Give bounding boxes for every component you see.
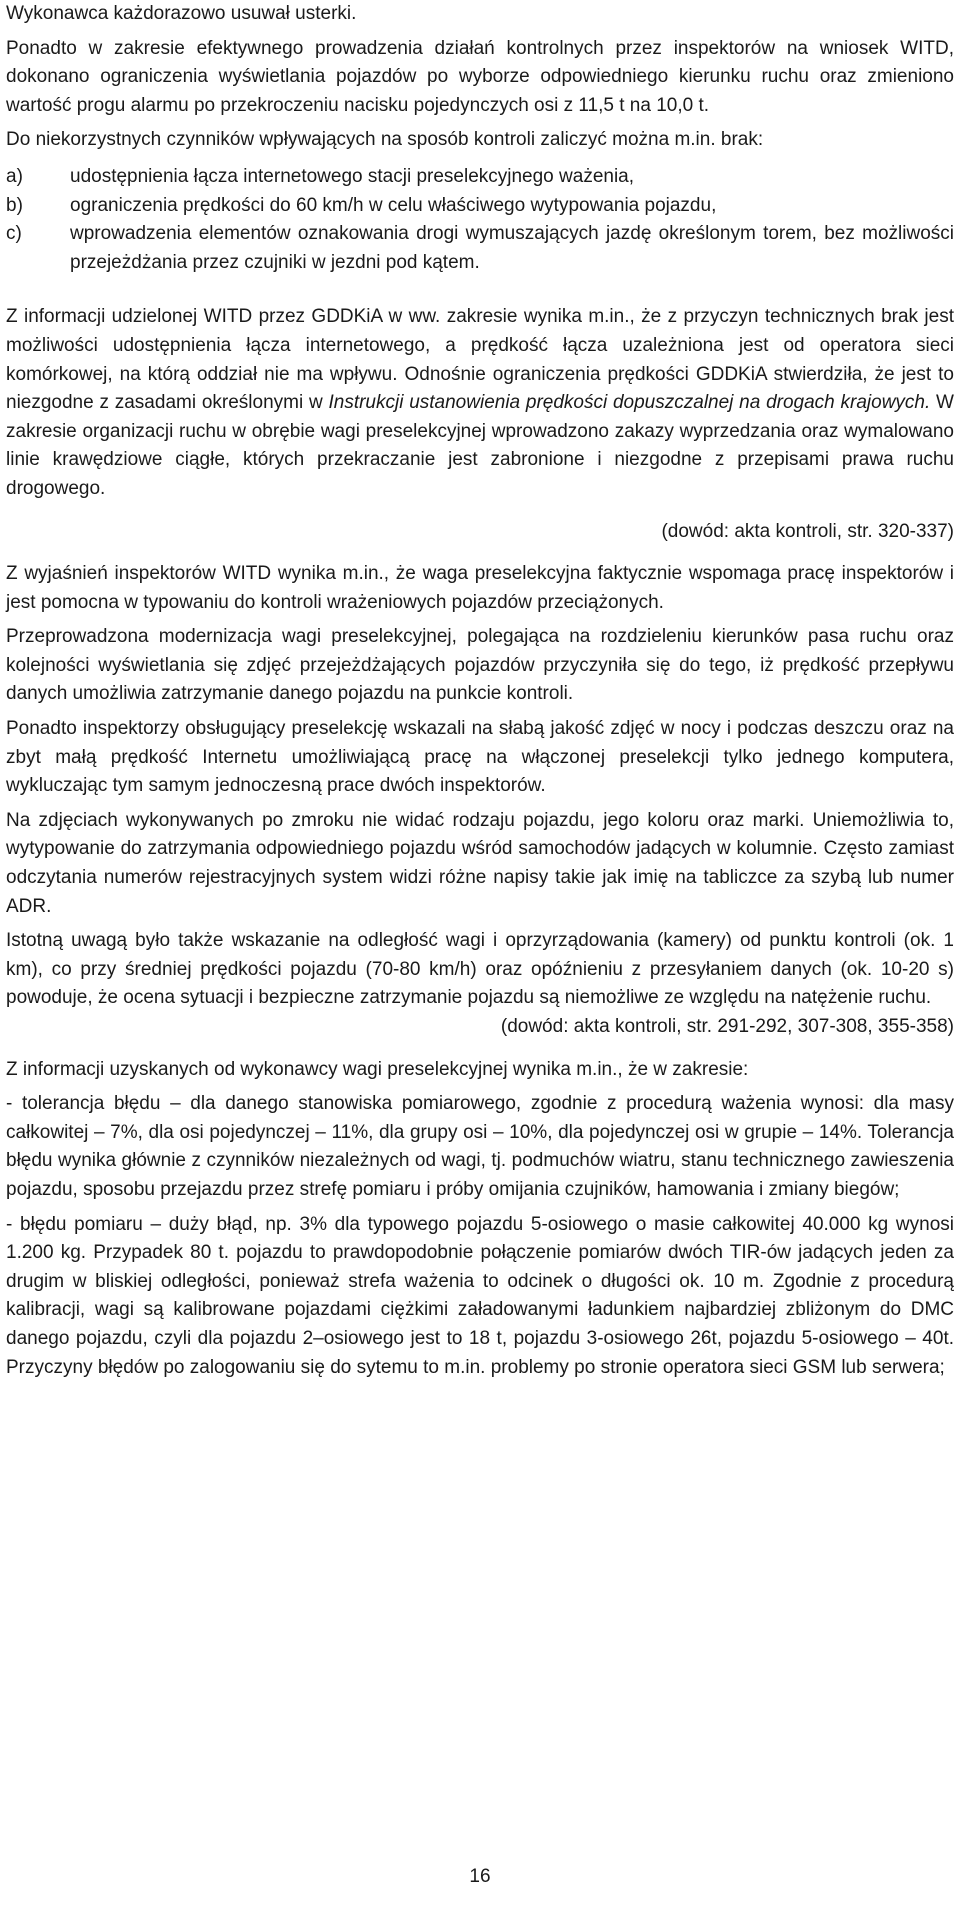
paragraph-wyjasnienia-inspektorow: Z wyjaśnień inspektorów WITD wynika m.in., że waga preselekcyjna faktycznie wspomaga pracę inspektorów i jest pomocna w typowaniu do kontroli wrażeniowych pojazdów przeciążonych. — [6, 563, 954, 613]
list-item-text: ograniczenia prędkości do 60 km/h w celu właściwego wytypowania pojazdu, — [70, 194, 717, 216]
page-number: 16 — [469, 1866, 491, 1888]
list-item-text: wprowadzenia elementów oznakowania drogi wymuszających jazdę określonym torem, bez możliwości przejeżdżania przez czujniki w jezdni pod kątem. — [70, 223, 954, 273]
paragraph-zdjecia-po-zmroku: Na zdjęciach wykonywanych po zmroku nie widać rodzaju pojazdu, jego koloru oraz marki. Uniemożliwia to, wytypowanie do zatrzymania odpowiedniego pojazdu wśród samochodów jadących w kolumnie. Często zamiast odczytania numerów rejestracyjnych system widzi różne napisy takie jak imię na tabliczce za szybą lub numer ADR. — [6, 809, 954, 917]
list-item — [6, 163, 954, 192]
list-item — [6, 192, 954, 221]
paragraph-tolerancja-bledu: - tolerancja błędu – dla danego stanowiska pomiarowego, zgodnie z procedurą ważenia wynosi: dla masy całkowitej – 7%, dla osi pojedynczej – 11%, dla grupy osi – 10%, dla pojedynczej osi w grupie – 14%. Tolerancja błędu wynika głównie z czynników niezależnych od wagi, tj. podmuchów wiatru, stanu technicznego zawieszenia pojazdu, sposobu przejazdu przez strefę pomiaru i próby omijania czujników, hamowania i zmiany biegów; — [6, 1093, 954, 1200]
paragraph-gddkia-part-b: W zakresie organizacji ruchu w obrębie wagi preselekcyjnej wprowadzono zakazy wyprzedzania oraz wymalowano linie krawędziowe ciągłe, których przekraczanie jest zabronione i niezgodne z przepisami prawa ruchu drogowego. — [6, 392, 954, 499]
list-item — [6, 220, 954, 277]
paragraph-blad-pomiaru: - błędu pomiaru – duży błąd, np. 3% dla typowego pojazdu 5-osiowego o masie całkowitej 40.000 kg wynosi 1.200 kg. Przypadek 80 t. pojazdu to prawdopodobnie połączenie pomiarów dwóch TIR-ów jadących jeden za drugim w bliskiej odległości, ponieważ strefa ważenia to odcinek o długości ok. 10 m. Zgodnie z procedurą kalibracji, wagi są kalibrowane pojazdami ciężkimi załadowanymi ładunkiem najbardziej zbliżonym do DMC danego pojazdu, czyli dla pojazdu 2–osiowego jest to 18 t, pojazdu 3-osiowego 26t, pojazdu 5-osiowego – 40t. Przyczyny błędów po zalogowaniu się do sytemu to m.in. problemy po stronie operatora sieci GSM lub serwera; — [6, 1213, 954, 1378]
list-item-text: udostępnienia łącza internetowego stacji preselekcyjnego ważenia, — [70, 165, 635, 187]
paragraph-odleglosc-wagi: Istotną uwagą było także wskazanie na odległość wagi i oprzyrządowania (kamery) od punktu kontroli (ok. 1 km), co przy średniej prędkości pojazdu (70-80 km/h) oraz opóźnieniu z przesyłaniem danych (ok. 10-20 s) powoduje, że ocena sytuacji i bezpieczne zatrzymanie pojazdu są niemożliwe ze względu na natężenie ruchu. — [6, 930, 954, 1009]
evidence-reference: (dowód: akta kontroli, str. 291-292, 307-308, 355-358) — [500, 1016, 954, 1037]
line-usterki: Wykonawca każdorazowo usuwał usterki. — [6, 3, 357, 24]
paragraph-niekorzystne-czynniki: Do niekorzystnych czynników wpływających na sposób kontroli zaliczyć można m.in. brak: — [6, 129, 764, 151]
evidence-reference: (dowód: akta kontroli, str. 320-337) — [661, 520, 954, 542]
paragraph-gddkia-informacja — [6, 303, 954, 503]
list-item-label: c) — [6, 223, 22, 245]
paragraph-modernizacja: Przeprowadzona modernizacja wagi preselekcyjnej, polegająca na rozdzieleniu kierunków pasa ruchu oraz kolejności wyświetlania się zdjęć przejeżdżających pojazdów przyczyniła się do tego, iż prędkość przepływu danych umożliwia zatrzymanie danego pojazdu na punkcie kontroli. — [6, 626, 954, 705]
paragraph-jakosc-zdjec: Ponadto inspektorzy obsługujący preselekcję wskazali na słabą jakość zdjęć w nocy i podczas deszczu oraz na zbyt małą prędkość Internetu umożliwiającą pracę na włączonej preselekcji tylko jednego komputera, wykluczając tym samym jednoczesną prace dwóch inspektorów. — [6, 718, 954, 797]
paragraph-wykonawca-informacja: Z informacji uzyskanych od wykonawcy wagi preselekcyjnej wynika m.in., że w zakresie: — [6, 1058, 749, 1080]
list-item-label: b) — [6, 194, 23, 216]
list-item-label: a) — [6, 165, 23, 187]
paragraph-efektywne-dzialania: Ponadto w zakresie efektywnego prowadzenia działań kontrolnych przez inspektorów na wniosek WITD, dokonano ograniczenia wyświetlania pojazdów po wyborze odpowiedniego kierunku ruchu oraz zmieniono wartość progu alarmu po przekroczeniu nacisku pojedynczych osi z 11,5 t na 10,0 t. — [6, 37, 954, 116]
factors-list — [6, 163, 954, 277]
paragraph-gddkia-part-a: Z informacji udzielonej WITD przez GDDKiA w ww. zakresie wynika m.in., że z przyczyn technicznych brak jest możliwości udostępnienia łącza internetowego, a prędkość łącza uzależniona jest od operatora sieci komórkowej, na którą oddział nie ma wpływu. Odnośnie ograniczenia prędkości GDDKiA stwierdziła, że jest to niezgodne z zasadami określonymi w — [6, 306, 954, 414]
instrukcja-title: Instrukcji ustanowienia prędkości dopuszczalnej na drogach krajowych. — [328, 392, 931, 414]
